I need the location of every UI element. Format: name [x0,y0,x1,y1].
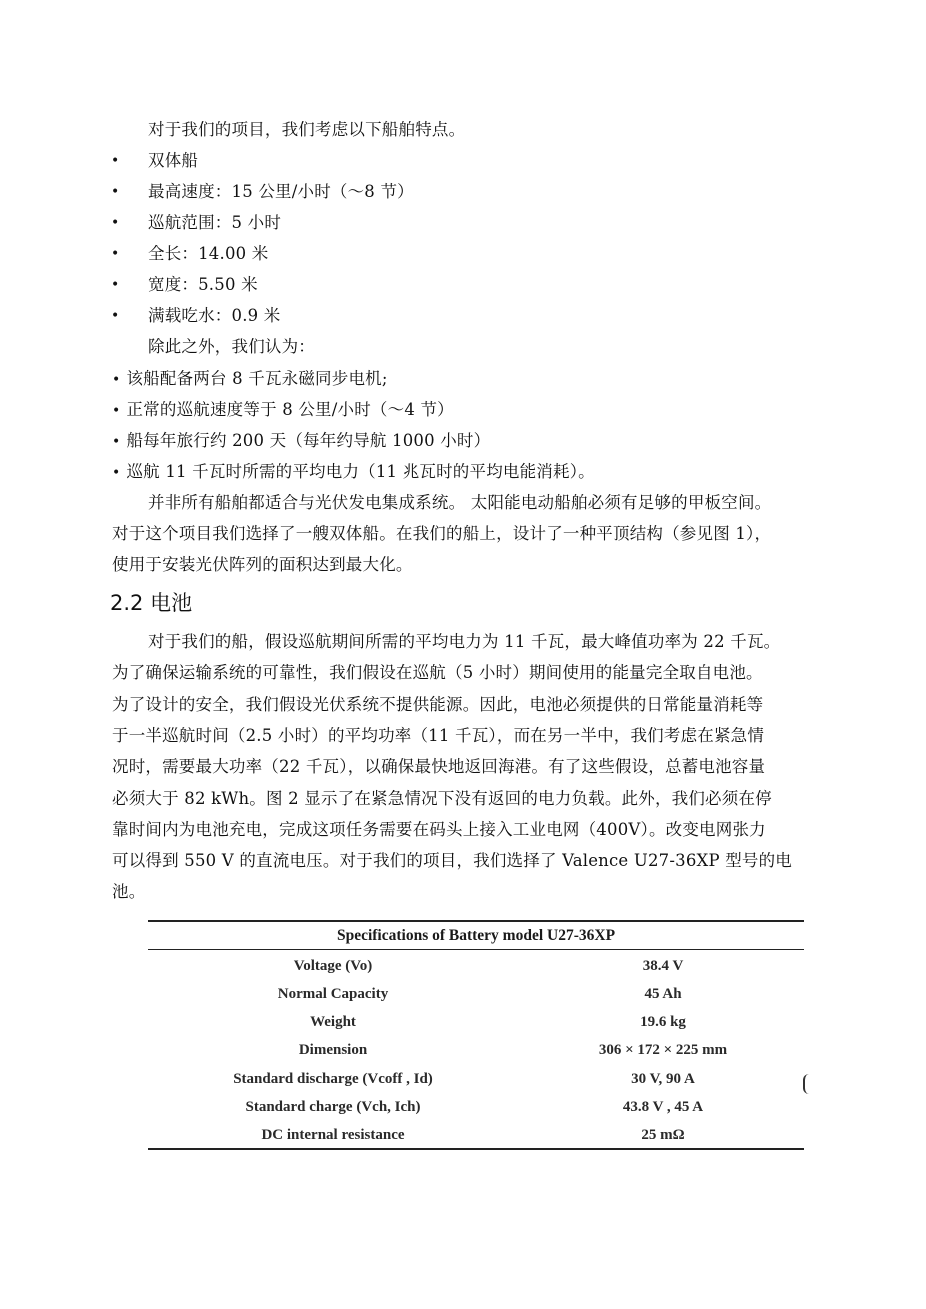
feature-text: 双体船 [148,151,199,170]
table-cell-value: 38.4 V [642,958,684,974]
feature-text: 全长：14.00 米 [148,244,269,263]
table-header-rule [148,949,804,950]
bullet-icon: • [112,465,121,481]
bullet-icon: • [111,277,120,293]
bullet-icon: • [112,372,121,388]
paragraph-line: 况时，需要最大功率（22 千瓦），以确保最快地返回海港。有了这些假设，总蓄电池容量 [112,757,766,776]
paragraph-line: 并非所有船舶都适合与光伏发电集成系统。 太阳能电动船舶必须有足够的甲板空间。 [148,493,772,512]
table-bottom-rule [148,1148,804,1150]
assumption-text: 正常的巡航速度等于 8 公里/小时（～4 节） [126,400,454,419]
table-cell-param: Weight [310,1014,356,1030]
table-top-rule [148,920,804,922]
assumption-item [112,400,454,421]
table-cell-value: 45 Ah [644,986,682,1002]
table-title: Specifications of Battery model U27-36XP [336,927,616,944]
intro-text: 对于我们的项目，我们考虑以下船舶特点。 [148,120,466,139]
table-cell-value: 43.8 V , 45 A [622,1099,704,1115]
paragraph-line: 对于我们的船，假设巡航期间所需的平均电力为 11 千瓦，最大峰值功率为 22 千瓦。 [148,632,781,651]
bullet-icon: • [111,246,120,262]
assumption-item [112,431,490,452]
bullet-icon: • [111,215,120,231]
table-row [148,1121,804,1149]
feature-text: 满载吃水：0.9 米 [148,306,281,325]
feature-text: 最高速度：15 公里/小时（～8 节） [148,182,414,201]
assumption-item [112,462,595,483]
table-cell-param: Dimension [298,1042,368,1058]
assumption-item [112,369,388,390]
paragraph-line: 为了确保运输系统的可靠性，我们假设在巡航（5 小时）期间使用的能量完全取自电池。 [112,663,763,682]
table-cell-param: Standard charge (Vch, Ich) [245,1099,421,1115]
table-cell-value: 30 V, 90 A [631,1071,695,1087]
table-cell-value: 25 mΩ [641,1127,685,1143]
table-cell-value: 306 × 172 × 225 mm [598,1042,728,1058]
section-heading: 2.2 电池 [110,591,193,615]
assumption-text: 该船配备两台 8 千瓦永磁同步电机; [126,369,388,388]
paragraph-line: 可以得到 550 V 的直流电压。对于我们的项目，我们选择了 Valence U27-36XP 型号的电 [112,851,793,870]
bullet-icon: • [112,434,121,450]
bullet-icon: • [111,153,120,169]
table-row [148,1036,804,1064]
bullet-icon: • [112,403,121,419]
besides-text: 除此之外，我们认为： [148,337,315,356]
paragraph-line: 池。 [112,882,146,901]
table-cell-param: Voltage (Vo) [293,958,373,974]
scan-edge-mark [803,1074,811,1094]
table-row [148,1065,804,1093]
feature-text: 巡航范围：5 小时 [148,213,282,232]
table-cell-value: 19.6 kg [640,1014,686,1030]
assumption-text: 船每年旅行约 200 天（每年约导航 1000 小时） [126,431,491,450]
table-cell-param: DC internal resistance [261,1127,405,1143]
table-cell-param: Normal Capacity [277,986,389,1002]
paragraph-line: 使用于安装光伏阵列的面积达到最大化。 [112,555,413,574]
table-row [148,1008,804,1036]
paragraph-line: 靠时间内为电池充电，完成这项任务需要在码头上接入工业电网（400V）。改变电网张力 [112,820,766,839]
assumption-text: 巡航 11 千瓦时所需的平均电力（11 兆瓦时的平均电能消耗）。 [126,462,595,481]
table-cell-param: Standard discharge (Vcoff , Id) [233,1071,433,1087]
table-row [148,980,804,1008]
paragraph-line: 于一半巡航时间（2.5 小时）的平均功率（11 千瓦），而在另一半中，我们考虑在紧急情 [112,726,765,745]
table-row [148,1093,804,1121]
bullet-icon: • [111,184,120,200]
feature-text: 宽度：5.50 米 [148,275,258,294]
paragraph-line: 必须大于 82 kWh。图 2 显示了在紧急情况下没有返回的电力负载。此外，我们必须在停 [112,789,772,808]
table-row [148,952,804,980]
paragraph-line: 为了设计的安全，我们假设光伏系统不提供能源。因此，电池必须提供的日常能量消耗等 [112,695,764,714]
bullet-icon: • [111,308,120,324]
paragraph-line: 对于这个项目我们选择了一艘双体船。在我们的船上，设计了一种平顶结构（参见图 1）， [112,524,772,543]
